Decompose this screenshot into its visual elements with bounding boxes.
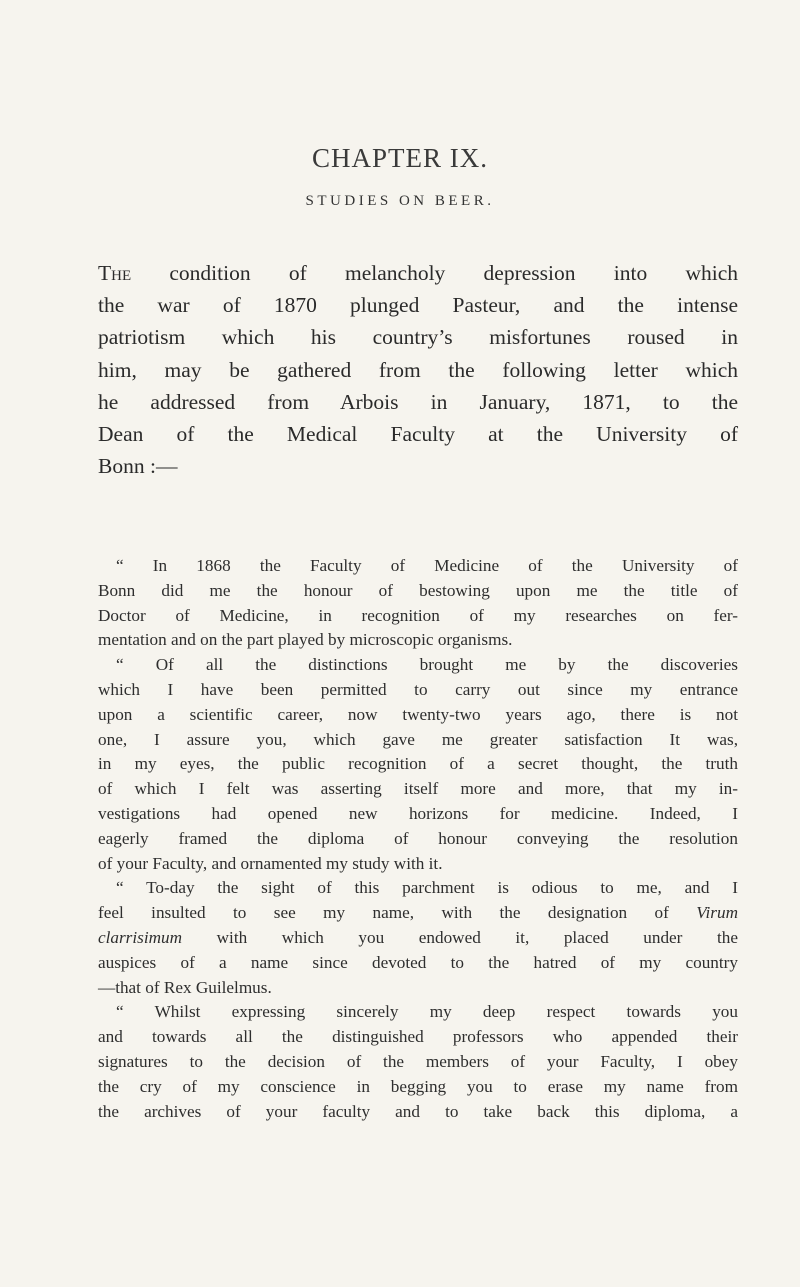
letter-line: vestigations had opened new horizons for medicine. Indeed, I — [98, 803, 738, 823]
intro-line: Bonn :— — [98, 454, 178, 479]
letter-line: —that of Rex Guilelmus. — [98, 977, 272, 997]
letter-line: in my eyes, the public recognition of a secret thought, the truth — [98, 754, 738, 774]
opening-word: The — [98, 261, 132, 285]
intro-line: Dean of the Medical Faculty at the University of — [98, 422, 738, 447]
intro-line: him, may be gathered from the following letter which — [98, 357, 738, 382]
letter-line: of which I felt was asserting itself more and more, that my in- — [98, 779, 738, 799]
letter-line: feel insulted to see my name, with the designation of Virum — [98, 903, 738, 923]
letter-line: “ In 1868 the Faculty of Medicine of the University of — [116, 556, 738, 575]
latin-term: clarrisimum — [98, 927, 183, 947]
letter-line: auspices of a name since devoted to the hatred of my country — [98, 952, 738, 972]
intro-line: The condition of melancholy depression into which — [98, 261, 738, 285]
latin-term: Virum — [696, 903, 738, 923]
letter-line: Bonn did me the honour of bestowing upon me the title of — [98, 580, 738, 600]
letter-line: “ Of all the distinctions brought me by the discoveries — [116, 655, 738, 675]
intro-line: the war of 1870 plunged Pasteur, and the intense — [98, 293, 738, 318]
letter-line: eagerly framed the diploma of honour conveying the resolution — [98, 828, 738, 848]
letter-line: the archives of your faculty and to take back this diploma, a — [98, 1101, 738, 1121]
chapter-title: CHAPTER IX. — [311, 143, 488, 173]
letter-line: which I have been permitted to carry out since my entrance — [98, 679, 738, 699]
letter-line: of your Faculty, and ornamented my study with it. — [98, 853, 443, 873]
letter-line: “ Whilst expressing sincerely my deep respect towards you — [116, 1002, 738, 1022]
letter-line: clarrisimum with which you endowed it, placed under the — [98, 927, 738, 947]
intro-line: he addressed from Arbois in January, 1871, to the — [98, 389, 738, 414]
letter-line: upon a scientific career, now twenty-two years ago, there is not — [98, 704, 738, 724]
letter-line: “ To-day the sight of this parchment is odious to me, and I — [116, 878, 738, 898]
letter-line: signatures to the decision of the members of your Faculty, I obey — [98, 1051, 738, 1071]
letter-quotation — [98, 554, 738, 1124]
letter-line: the cry of my conscience in begging you to erase my name from — [98, 1076, 738, 1096]
letter-line: one, I assure you, which gave me greater satisfaction It was, — [98, 729, 738, 749]
intro-paragraph — [98, 257, 738, 482]
letter-line: and towards all the distinguished professors who appended their — [98, 1027, 738, 1047]
chapter-subtitle: STUDIES ON BEER. — [305, 193, 495, 209]
letter-line: mentation and on the part played by microscopic organisms. — [98, 630, 513, 650]
letter-line: Doctor of Medicine, in recognition of my researches on fer- — [98, 605, 738, 625]
intro-line: patriotism which his country’s misfortunes roused in — [98, 325, 738, 350]
